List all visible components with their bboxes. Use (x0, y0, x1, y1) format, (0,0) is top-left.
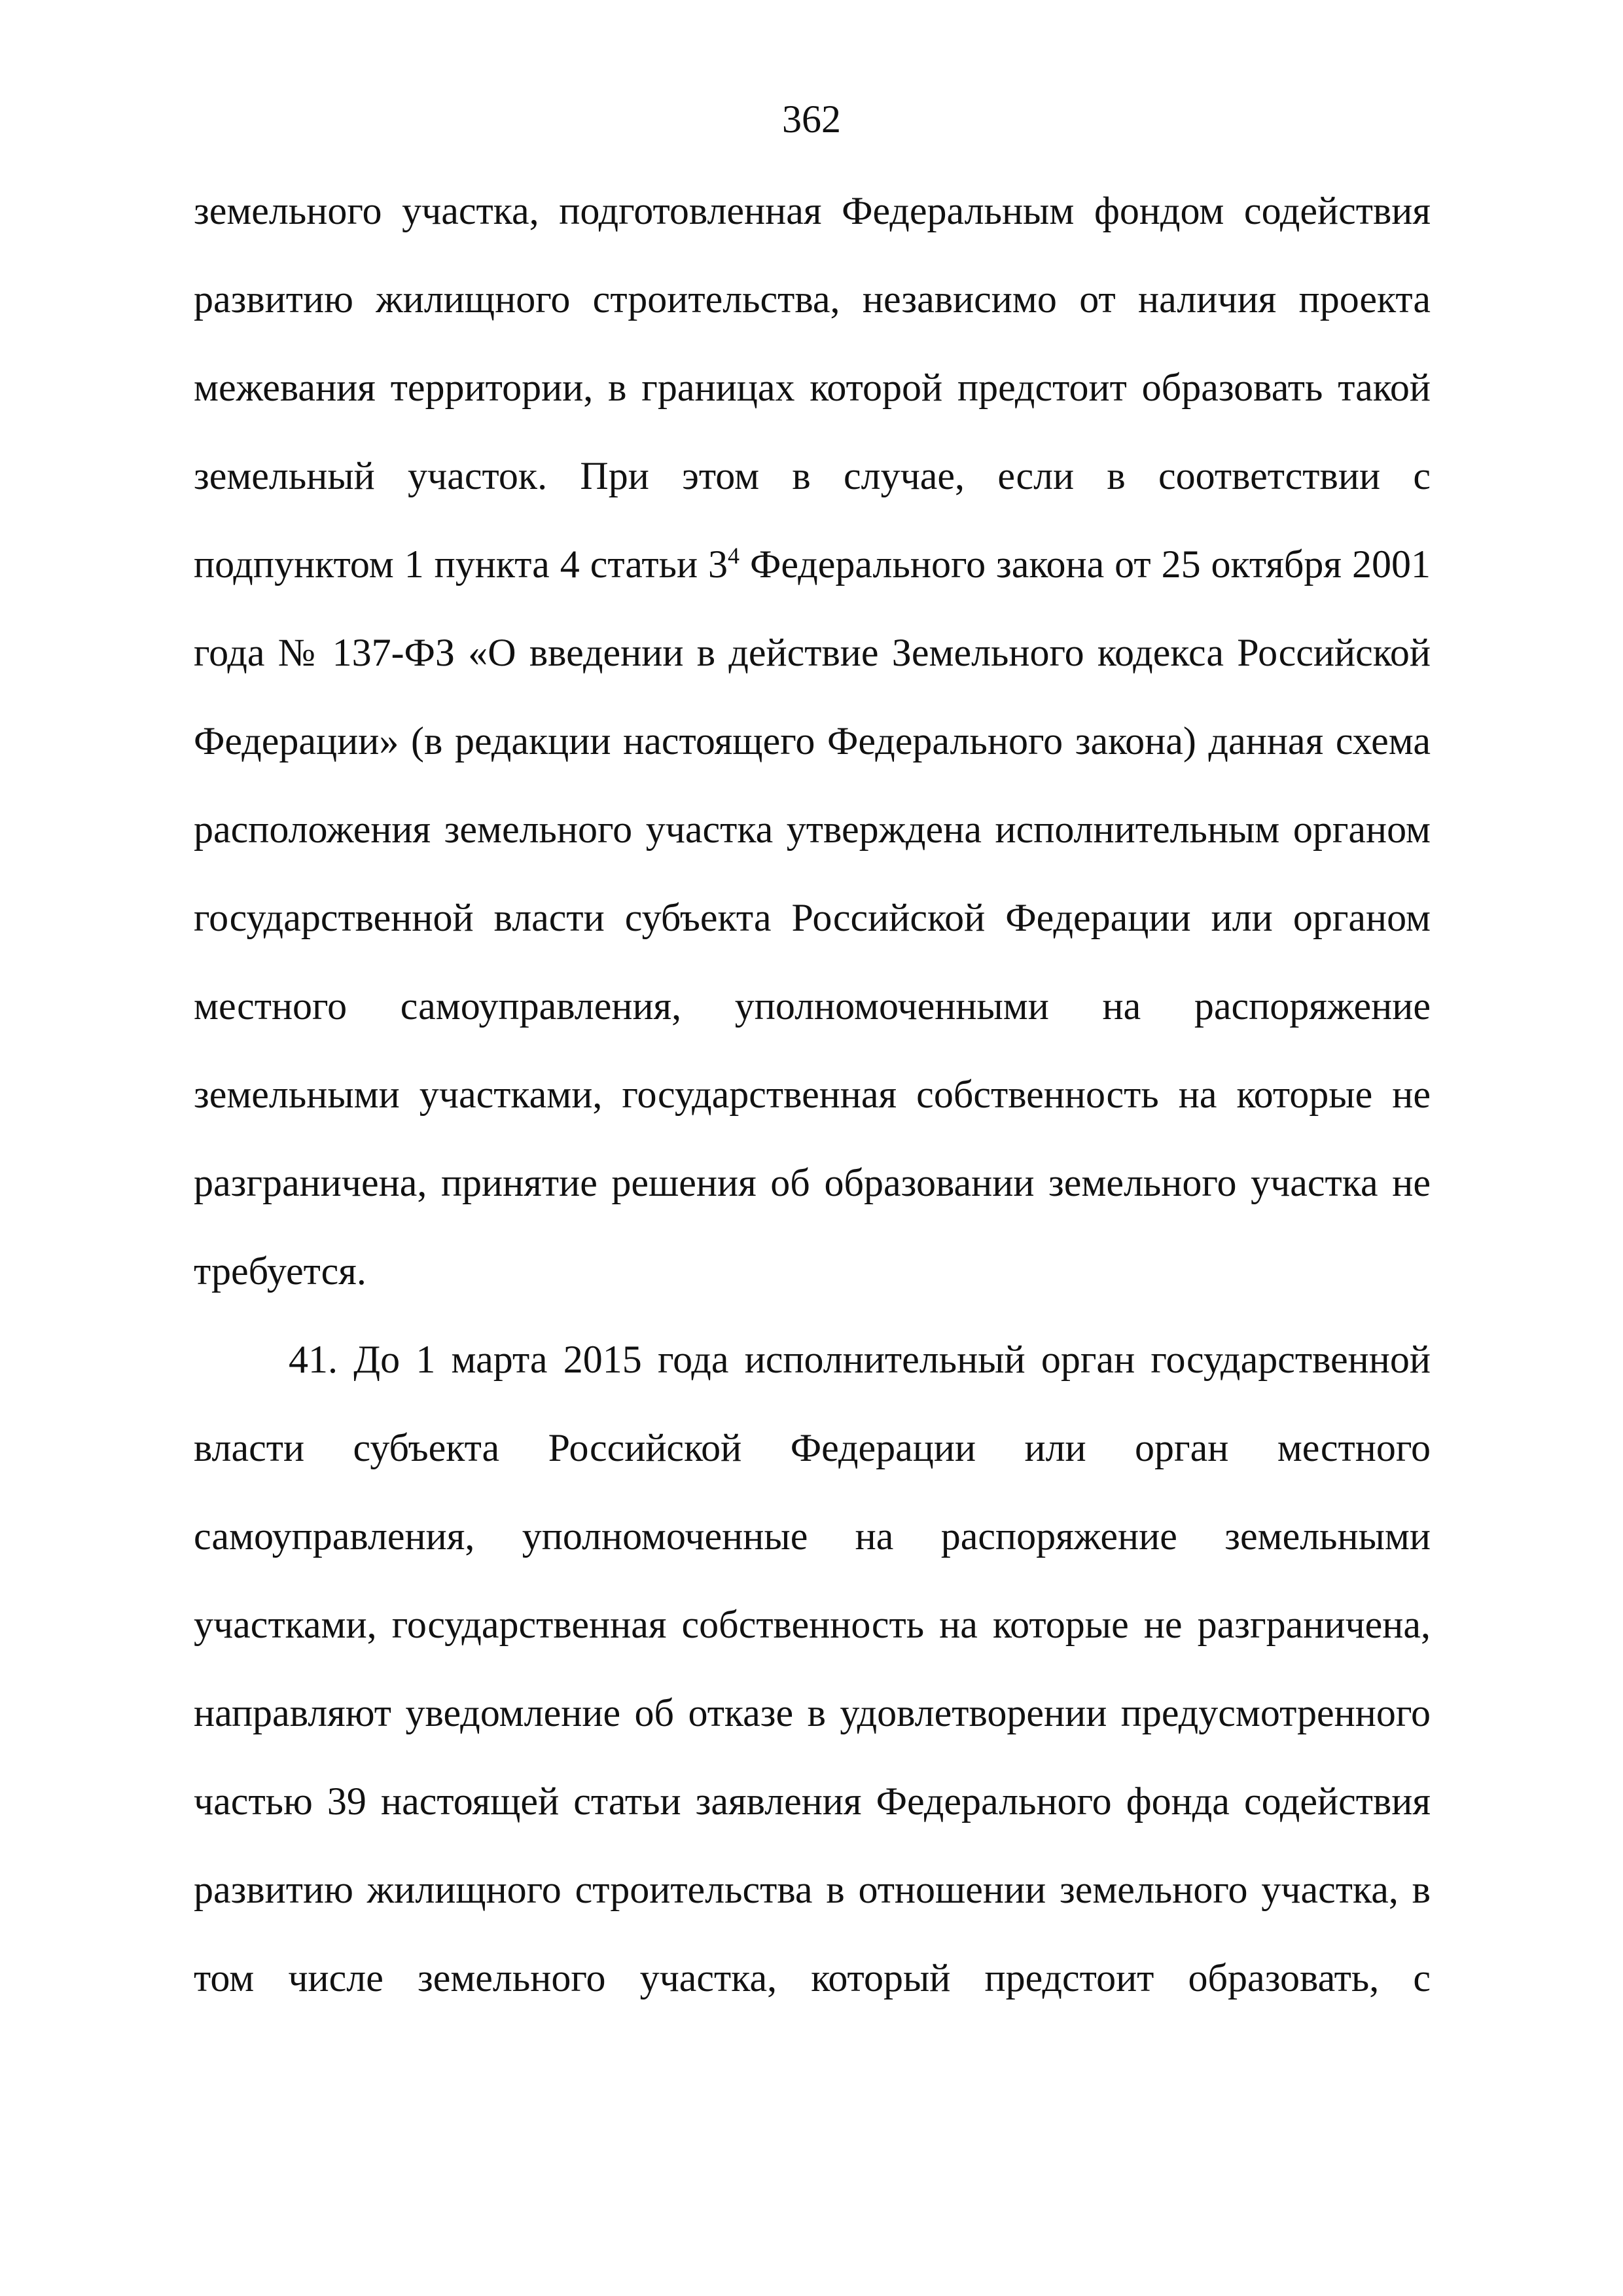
text-line: Федерации» (в редакции настоящего Федерального закона) данная схема (194, 719, 1431, 762)
text-line-with-superscript (194, 538, 1431, 590)
text-line: власти субъекта Российской Федерации или орган местного (194, 1426, 1431, 1469)
text-line: года № 137-ФЗ «О введении в действие Земельного кодекса Российской (194, 631, 1431, 674)
text-line: государственной власти субъекта Российской Федерации или органом (194, 896, 1431, 939)
text-line: местного самоуправления, уполномоченными на распоряжение (194, 984, 1431, 1028)
text-line: требуется. (194, 1249, 366, 1293)
paragraph-start-41: 41. До 1 марта 2015 года исполнительный орган государственной (289, 1338, 1431, 1381)
text-line: участками, государственная собственность на которые не разграничена, (194, 1603, 1431, 1646)
text-line: том числе земельного участка, который предстоит образовать, с (194, 1956, 1431, 2000)
text-line: межевания территории, в границах которой предстоит образовать такой (194, 366, 1431, 409)
page-number: 362 (782, 98, 841, 141)
text-line: самоуправления, уполномоченные на распоряжение земельными (194, 1515, 1431, 1558)
text-fragment: Федерального закона от 25 октября 2001 (740, 543, 1431, 586)
text-line: частью 39 настоящей статьи заявления Федерального фонда содействия (194, 1780, 1431, 1823)
text-line: земельный участок. При этом в случае, если в соответствии с (194, 454, 1431, 497)
text-line: развитию жилищного строительства в отношении земельного участка, в (194, 1868, 1431, 1911)
text-line: земельными участками, государственная собственность на которые не (194, 1073, 1431, 1116)
text-line: развитию жилищного строительства, независимо от наличия проекта (194, 278, 1431, 321)
text-line: расположения земельного участка утверждена исполнительным органом (194, 808, 1431, 851)
text-line: направляют уведомление об отказе в удовлетворении предусмотренного (194, 1691, 1431, 1734)
text-line: земельного участка, подготовленная Федеральным фондом содействия (194, 189, 1431, 232)
text-fragment: подпунктом 1 пункта 4 статьи 3 (194, 543, 728, 586)
text-line: разграничена, принятие решения об образовании земельного участка не (194, 1161, 1431, 1204)
superscript: 4 (728, 543, 740, 569)
